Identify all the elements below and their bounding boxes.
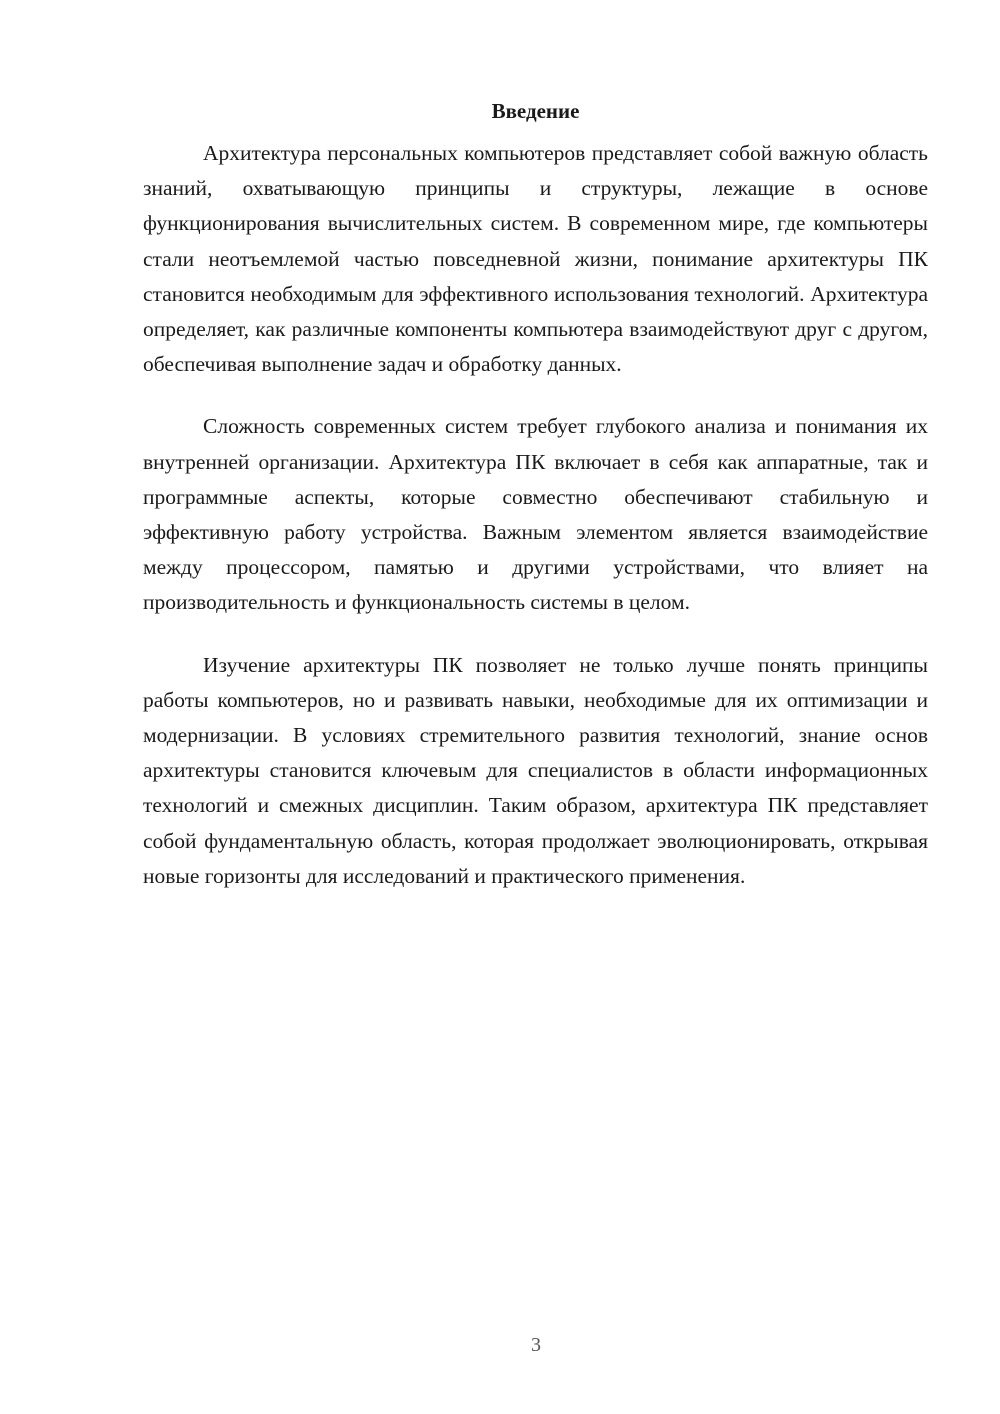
- paragraph-1: Архитектура персональных компьютеров представляет собой важную область знаний, охватывающую принципы и структуры, лежащие в основе функционирования вычислительных систем. В современном мире, где компьютеры стали неотъемлемой частью повседневной жизни, понимание архитектуры ПК становится необходимым для эффективного использования технологий. Архитектура определяет, как различные компоненты компьютера взаимодействуют друг с другом, обеспечивая выполнение задач и обработку данных.: [143, 141, 928, 377]
- page-number: 3: [531, 1334, 541, 1356]
- paragraph-3: Изучение архитектуры ПК позволяет не только лучше понять принципы работы компьютеров, но и развивать навыки, необходимые для их оптимизации и модернизации. В условиях стремительного развития технологий, знание основ архитектуры становится ключевым для специалистов в области информационных технологий и смежных дисциплин. Таким образом, архитектура ПК представляет собой фундаментальную область, которая продолжает эволюционировать, открывая новые горизонты для исследований и практического применения.: [143, 652, 928, 888]
- document-body: [143, 96, 928, 921]
- paragraph-2: Сложность современных систем требует глубокого анализа и понимания их внутренней организации. Архитектура ПК включает в себя как аппаратные, так и программные аспекты, которые совместно обеспечивают стабильную и эффективную работу устройства. Важным элементом является взаимодействие между процессором, памятью и другими устройствами, что влияет на производительность и функциональность системы в целом.: [143, 414, 928, 615]
- page-title: Введение: [491, 99, 580, 123]
